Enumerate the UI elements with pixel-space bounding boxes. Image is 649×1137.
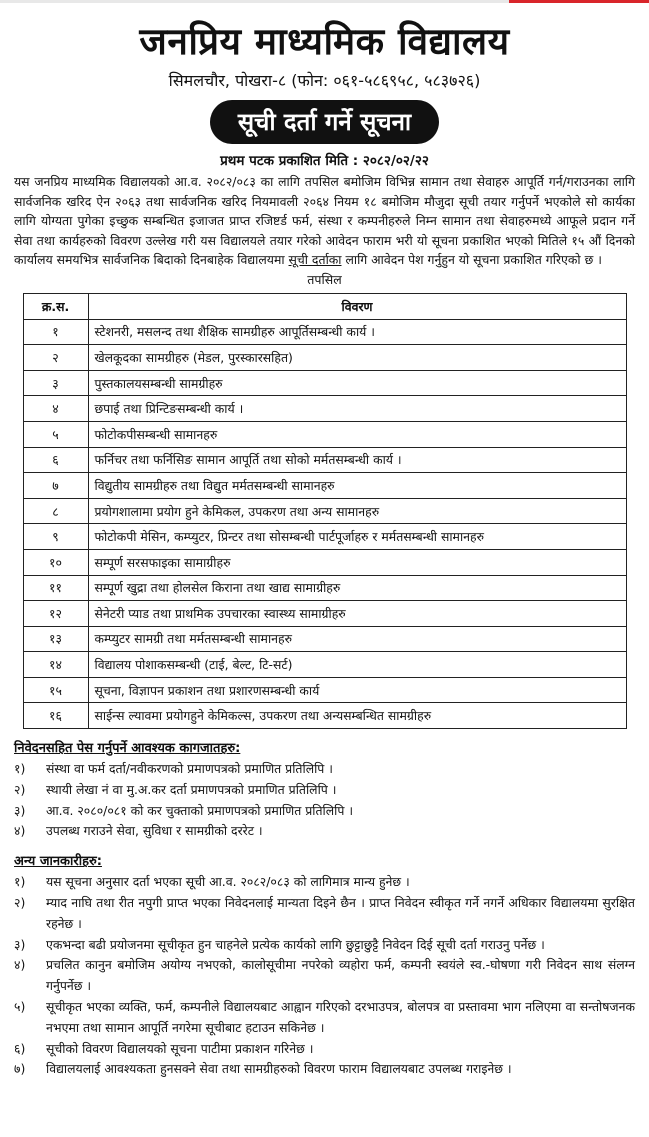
row-description: सम्पूर्ण सरसफाइका सामाग्रीहरु (88, 549, 626, 575)
row-serial: १ (23, 319, 88, 345)
table-row (23, 396, 626, 422)
other-info-section (14, 852, 635, 1080)
intro-text-before: यस जनप्रिय माध्यमिक विद्यालयको आ.व. २०८२/०८३ का लागि तपसिल बमोजिम विभिन्न सामान तथा सेवाहरु आपूर्ति गर्न/गराउनका लागि सार्वजनिक खरिद ऐन २०६३ तथा सार्वजनिक खरिद नियमावली २०६४ नियम १८ बमोजिम मौजुदा सूची तयार गर्नुपर्ने भएकोले सो कार्यका लागि योग्यता पुगेका इच्छुक सम्बन्धित इजाजत प्राप्त रजिष्टर्ड फर्म, संस्था र कम्पनीहरुले निम्न सामान तथा सेवाहरुमध्ये आफूले प्रदान गर्ने सेवा तथा कार्यहरुको विवरण उल्लेख गरी यस विद्यालयले तयार गरेको आवेदन फाराम भरी यो सूचना प्रकाशित भएको मितिले १५ औं दिनको कार्यालय समयभित्र सार्वजनिक बिदाको दिनबाहेक विद्यालयमा (14, 174, 635, 268)
intro-underlined-text: सूची दर्ताका (288, 252, 342, 268)
table-row (23, 421, 626, 447)
list-text: एकभन्दा बढी प्रयोजनमा सूचीकृत हुन चाहनेले प्रत्येक कार्यको लागि छुट्टाछुट्टै निवेदन दिई सूची दर्ता गराउनु पर्नेछ । (46, 936, 545, 952)
row-serial: १३ (23, 626, 88, 652)
table-row (23, 524, 626, 550)
top-strip-accent (509, 0, 649, 3)
table-row (23, 601, 626, 627)
items-table (23, 293, 627, 729)
table-row (23, 319, 626, 345)
row-serial: १५ (23, 677, 88, 703)
intro-text-after: लागि आवेदन पेश गर्नुहुन यो सूचना प्रकाशित गरिएको छ । (345, 252, 602, 268)
row-description: विद्युतीय सामग्रीहरु तथा विद्युत मर्मतसम्बन्धी सामानहरु (88, 473, 626, 499)
list-number: ५) (14, 999, 26, 1015)
table-row (23, 345, 626, 371)
list-text: यस सूचना अनुसार दर्ता भएका सूची आ.व. २०८२/०८३ को लागिमात्र मान्य हुनेछ । (46, 874, 410, 890)
required-documents-title: निवेदनसहित पेस गर्नुपर्ने आवश्यक कागजातहरु: (14, 741, 241, 757)
list-number: १) (14, 874, 26, 890)
list-number: ६) (14, 1040, 26, 1056)
row-description: छपाई तथा प्रिन्टिङसम्बन्धी कार्य । (88, 396, 626, 422)
row-serial: ७ (23, 473, 88, 499)
header-serial: क्र.स. (23, 293, 88, 319)
list-item (14, 997, 635, 1039)
notice-title-banner: सूची दर्ता गर्ने सूचना (210, 100, 439, 144)
row-serial: १४ (23, 652, 88, 678)
row-serial: ३ (23, 370, 88, 396)
school-address: सिमलचौर, पोखरा-८ (फोन: ०६१-५८६९५८, ५८३७२६) (168, 71, 481, 90)
table-row (23, 447, 626, 473)
publish-date: प्रथम पटक प्रकाशित मिति : २०८२/०२/२२ (220, 153, 429, 169)
list-number: २) (14, 781, 26, 797)
list-text: आ.व. २०८०/०८१ को कर चुक्ताको प्रमाणपत्रको प्रमाणित प्रतिलिपि । (46, 802, 354, 818)
row-serial: ८ (23, 498, 88, 524)
table-row (23, 575, 626, 601)
school-name: जनप्रिय माध्यमिक विद्यालय (139, 20, 510, 63)
table-header-row (23, 293, 626, 319)
row-description: पुस्तकालयसम्बन्धी सामग्रीहरु (88, 370, 626, 396)
list-item (14, 1039, 635, 1060)
table-row (23, 473, 626, 499)
row-description: प्रयोगशालामा प्रयोग हुने केमिकल, उपकरण तथा अन्य सामानहरु (88, 498, 626, 524)
list-item (14, 935, 635, 956)
list-text: उपलब्ध गराउने सेवा, सुविधा र सामग्रीको दररेट । (46, 823, 263, 839)
list-text: सूचीको विवरण विद्यालयको सूचना पाटीमा प्रकाशन गरिनेछ । (46, 1040, 314, 1056)
table-row (23, 498, 626, 524)
list-item (14, 872, 635, 893)
other-info-title: अन्य जानकारीहरु: (14, 854, 102, 870)
row-serial: ६ (23, 447, 88, 473)
row-description: सेनेटरी प्याड तथा प्राथमिक उपचारका स्वास्थ्य सामाग्रीहरु (88, 601, 626, 627)
row-description: सूचना, विज्ञापन प्रकाशन तथा प्रशारणसम्बन्धी कार्य (88, 677, 626, 703)
row-description: कम्प्युटर सामग्री तथा मर्मतसम्बन्धी सामानहरु (88, 626, 626, 652)
required-documents-section (14, 739, 635, 842)
row-serial: ५ (23, 421, 88, 447)
list-text: म्याद नाघि तथा रीत नपुगी प्राप्त भएका निवेदनलाई मान्यता दिइने छैन । प्राप्त निवेदन स्वीकृत गर्ने नगर्ने अधिकार विद्यालयमा सुरक्षित रहनेछ । (46, 895, 635, 931)
table-row (23, 549, 626, 575)
table-row (23, 370, 626, 396)
table-row (23, 703, 626, 729)
list-item (14, 955, 635, 997)
table-row (23, 677, 626, 703)
row-description: फोटोकपी मेसिन, कम्प्युटर, प्रिन्टर तथा सोसम्बन्धी पार्टपूर्जाहरु र मर्मतसम्बन्धी सामानहरु (88, 524, 626, 550)
top-strip (0, 0, 649, 3)
list-text: प्रचलित कानुन बमोजिम अयोग्य नभएको, कालोसूचीमा नपरेको व्यहोरा फर्म, कम्पनी स्वयंले स्व.-घोषणा गरी निवेदन साथ संलग्न गर्नुपर्नेछ । (46, 957, 635, 994)
list-item (14, 759, 635, 780)
list-item (14, 821, 635, 842)
table-caption: तपसिल (307, 271, 342, 287)
list-item (14, 780, 635, 801)
row-description: साईन्स ल्यावमा प्रयोगहुने केमिकल्स, उपकरण तथा अन्यसम्बन्धित सामग्रीहरु (88, 703, 626, 729)
row-serial: ९ (23, 524, 88, 550)
row-serial: १२ (23, 601, 88, 627)
list-number: २) (14, 895, 26, 911)
row-serial: ४ (23, 396, 88, 422)
banner-wrap (10, 100, 639, 144)
list-text: सूचीकृत भएका व्यक्ति, फर्म, कम्पनीले विद्यालयबाट आह्वान गरिएको दरभाउपत्र, बोलपत्र वा प्रस्तावमा भाग नलिएमा वा सन्तोषजनक नभएमा तथा सामान आपूर्ति नगरेमा सूचीबाट हटाउन सकिनेछ । (46, 999, 635, 1035)
list-item (14, 1059, 635, 1080)
header-description: विवरण (88, 293, 626, 319)
list-number: ४) (14, 957, 26, 973)
list-item (14, 801, 635, 822)
row-description: खेलकूदका सामग्रीहरु (मेडल, पुरस्कारसहित) (88, 345, 626, 371)
list-text: स्थायी लेखा नं वा मु.अ.कर दर्ता प्रमाणपत्रको प्रमाणित प्रतिलिपि । (46, 781, 337, 797)
list-number: ७) (14, 1061, 26, 1077)
list-item (14, 893, 635, 935)
row-serial: १६ (23, 703, 88, 729)
table-row (23, 652, 626, 678)
row-description: स्टेशनरी, मसलन्द तथा शैक्षिक सामग्रीहरु आपूर्तिसम्बन्धी कार्य । (88, 319, 626, 345)
list-text: संस्था वा फर्म दर्ता/नवीकरणको प्रमाणपत्रको प्रमाणित प्रतिलिपि । (46, 761, 333, 777)
row-description: विद्यालय पोशाकसम्बन्धी (टाई, बेल्ट, टि-सर्ट) (88, 652, 626, 678)
table-row (23, 626, 626, 652)
list-number: ३) (14, 802, 26, 818)
intro-paragraph (14, 172, 635, 270)
row-description: फर्निचर तथा फर्निसिङ सामान आपूर्ति तथा सोको मर्मतसम्बन्धी कार्य । (88, 447, 626, 473)
list-number: १) (14, 761, 26, 777)
row-serial: ११ (23, 575, 88, 601)
row-serial: १० (23, 549, 88, 575)
row-description: फोटोकपीसम्बन्धी सामानहरु (88, 421, 626, 447)
list-number: ४) (14, 823, 26, 839)
list-text: विद्यालयलाई आवश्यकता हुनसक्ने सेवा तथा सामग्रीहरुको विवरण फाराम विद्यालयबाट उपलब्ध गराइनेछ । (46, 1061, 512, 1077)
list-number: ३) (14, 936, 26, 952)
row-description: सम्पूर्ण खुद्रा तथा होलसेल किराना तथा खाद्य सामाग्रीहरु (88, 575, 626, 601)
row-serial: २ (23, 345, 88, 371)
